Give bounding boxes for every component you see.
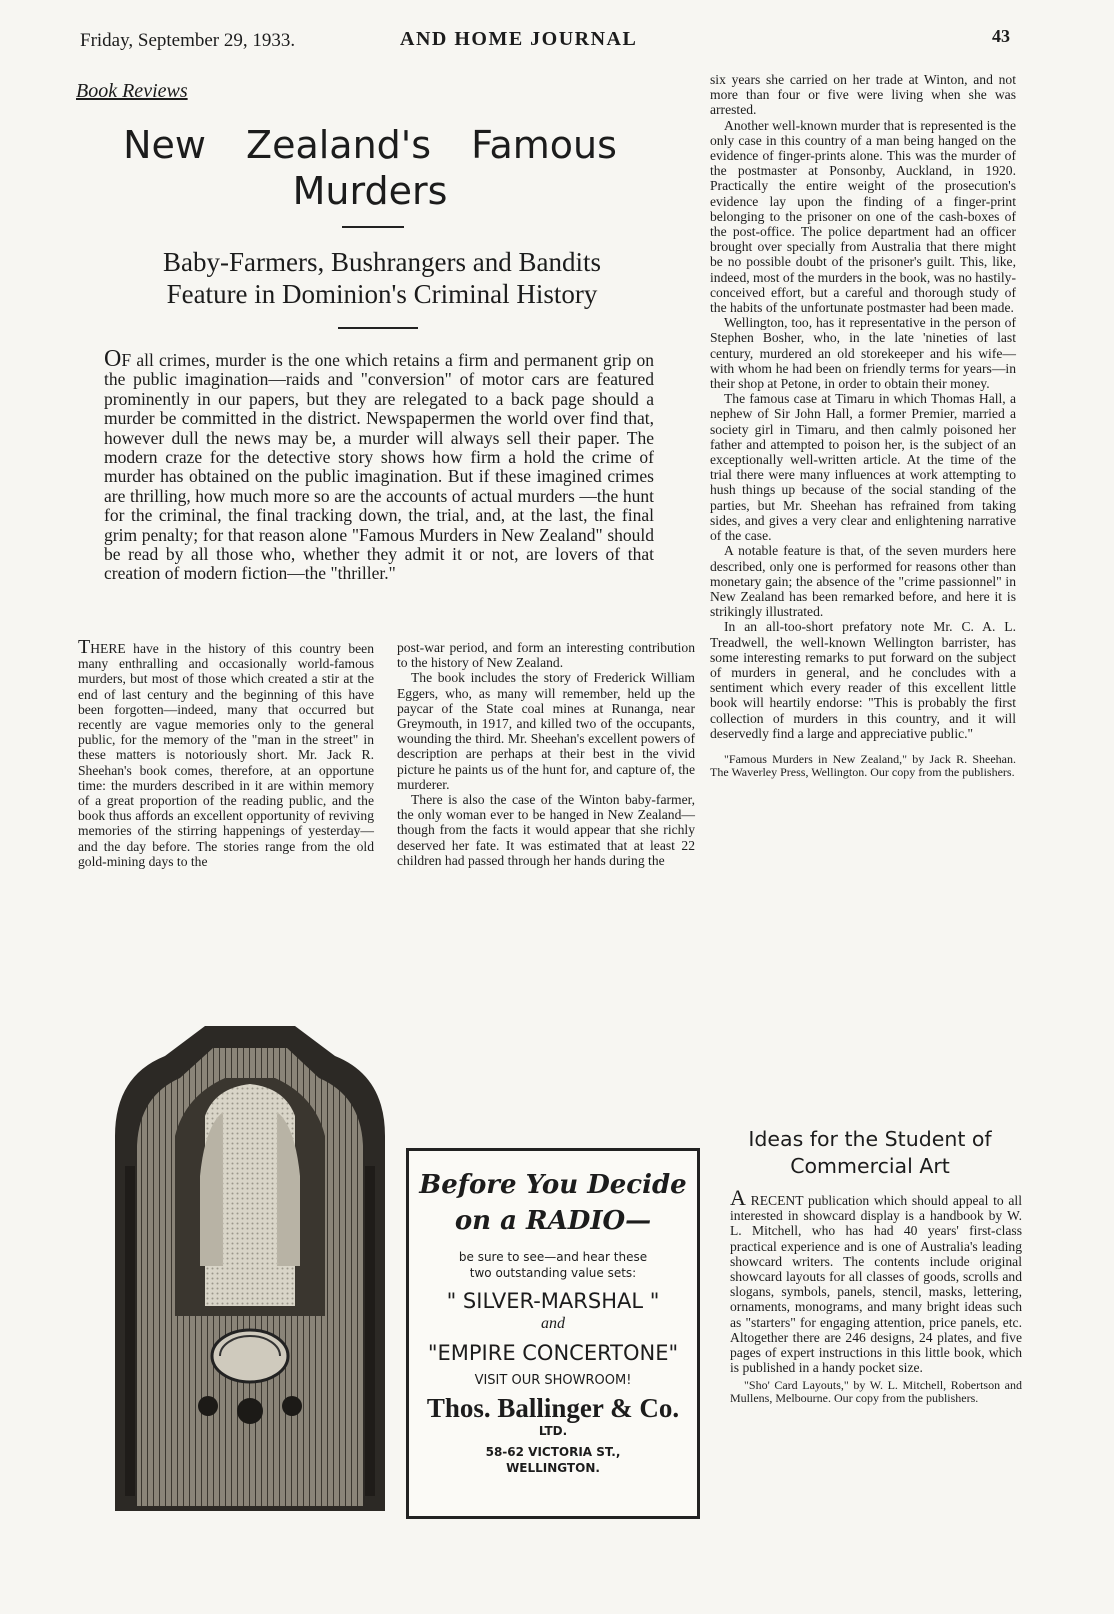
ad-title-line-1: Before You Decide: [419, 1170, 687, 1200]
ad-product-1: " SILVER-MARSHAL ": [446, 1289, 660, 1313]
column1-dropcap: T: [78, 636, 91, 658]
ad-address-line-2: WELLINGTON.: [506, 1461, 600, 1475]
radio-cabinet-drawing: [105, 1016, 395, 1516]
column1-paragraph: THERE have in the history of this country been many enthralling and occasionally world-famous murders, but most of those which created a stir at the end of last century and the beginning of this have been forgotten—indeed, many that occurred but recently are vague memories only to the general public, for the memory of the "man in the street" in these matters is notoriously short. Mr. Jack R. Sheehan's book comes, therefore, at an opportune time: the murders described in it are within memory of a great proportion of the reading public, and the book thus affords an excellent opportunity of reviving memories of the stirring happenings of yesterday—and the day before. The stories range from the old gold-mining days to the: [78, 636, 374, 869]
column2-paragraph: post-war period, and form an interesting contribution to the history of New Zealand.: [397, 640, 695, 671]
article-column-1: [78, 636, 374, 869]
second-article-paragraph: A RECENT publication which should appeal to all interested in showcard display is a handbook by W. L. Mitchell, who has had 40 years' first-class practical experience and is one of Australia's leading showcard writers. The contents include original showcard layouts for all classes of goods, scrolls and slogans, symbols, panels, stencil, masks, lettering, ornaments, monograms, and many bright ideas such as "starters" for engaging attention, price panels, etc. Altogether there are 246 designs, 24 plates, and five pages of expert instructions in this little book, which is published in a handy pocket size.: [730, 1185, 1022, 1376]
column3-paragraph: six years she carried on her trade at Winton, and not more than four or five were living when she was arrested.: [710, 72, 1016, 118]
radio-illustration: [105, 1016, 395, 1521]
ad-lead-line-1: be sure to see—and hear these: [458, 1250, 648, 1264]
section-label: Book Reviews: [76, 80, 188, 102]
intro-dropcap: O: [104, 346, 122, 372]
article-intro: [104, 346, 654, 584]
column2-paragraph: There is also the case of the Winton baby-farmer, the only woman ever to be hanged in New Zealand—though from the facts it would appear that she richly deserved her fate. It was estimated that at least 22 children had passed through her hands during the: [397, 792, 695, 868]
second-article-body: [730, 1185, 1022, 1406]
ad-address-line-1: 58-62 VICTORIA ST.,: [485, 1445, 621, 1459]
column2-paragraph: The book includes the story of Frederick William Eggers, who, as many will remember, held up the paycar of the State coal mines at Runanga, near Greymouth, in 1917, and killed two of the occupants, wounding the third. Mr. Sheehan's excellent powers of description are perhaps at their best in the vivid picture he paints us of the hunt for, and capture of, the murderer.: [397, 670, 695, 792]
ad-firm-name: Thos. Ballinger & Co.: [426, 1393, 680, 1423]
article-column-3: [710, 72, 1016, 779]
ad-and: and: [541, 1315, 565, 1332]
second-article-title: [720, 1126, 1020, 1180]
ad-lead-line-2: two outstanding value sets:: [469, 1266, 637, 1280]
column3-paragraph: Another well-known murder that is represented is the only case in this country of a man being hanged on the evidence of finger-prints alone. This was the murder of the postmaster at Ponsonby, Auckland, in 1920. Practically the entire weight of the prosecution's evidence lay upon the finding of a finger-print belonging to the prisoner on one of the cash-boxes of the post-office. The police department had an officer brought over specially from Australia that there might be no possible doubt of the prisoner's guilt. This, like, indeed, most of the murders in the book, was no hastily-conceived effort, but a careful and thorough study of the habits of the unfortunate postmaster had been made.: [710, 117, 1016, 316]
deck-line-2: Feature in Dominion's Criminal History: [166, 279, 598, 309]
second-title-line-2: Commercial Art: [790, 1154, 950, 1178]
article-deck: [92, 246, 672, 310]
deck-rule: [338, 327, 418, 329]
deck-line-1: Baby-Farmers, Bushrangers and Bandits: [163, 247, 601, 277]
issue-date: Friday, September 29, 1933.: [80, 30, 296, 51]
ad-address: [409, 1444, 697, 1476]
second-title-line-1: Ideas for the Student of: [748, 1127, 992, 1151]
page-number: 43: [992, 26, 1010, 46]
column3-paragraph: In an all-too-short prefatory note Mr. C. A. L. Treadwell, the well-known Wellington barrister, has some interesting remarks to put forward on the subject of murders in general, and he concludes with a sentiment which every reader of this excellent little book will heartily endorse: "This is probably the first collection of murders in this country, and it will deservedly find a large and appreciative public.": [710, 619, 1016, 741]
ad-title-line-2: on a RADIO—: [454, 1206, 652, 1236]
second-article-credit: "Sho' Card Layouts," by W. L. Mitchell, Robertson and Mullens, Melbourne. Our copy from the publishers.: [730, 1378, 1022, 1406]
running-head: [80, 24, 1010, 54]
column3-paragraph: A notable feature is that, of the seven murders here described, only one is performed for reasons other than monetary gain; the absence of the "crime passionnel" in New Zealand has been remarked before, and here it is strikingly illustrated.: [710, 543, 1016, 620]
headline-line-1: New Zealand's Famous: [123, 123, 617, 167]
journal-name: AND HOME JOURNAL: [400, 28, 638, 50]
ad-firm-ltd: LTD.: [538, 1424, 568, 1438]
ad-visit-line: VISIT OUR SHOWROOM!: [474, 1373, 632, 1388]
column3-paragraph: Wellington, too, has it representative in the person of Stephen Bosher, who, in the late 'nineties of last century, murdered an old storekeeper and his wife—with whom he had been on friendly terms for years—in their shop at Petone, in order to obtain their money.: [710, 315, 1016, 392]
ad-product-2: "EMPIRE CONCERTONE": [427, 1341, 679, 1365]
intro-text: F all crimes, murder is the one which retains a firm and permanent grip on the public imagination—raids and "conversion" of motor cars are featured prominently in our papers, but they are relegated to a back page should a murder be committed in the district. Newspapermen the world over find that, however dull the news may be, a murder will always sell their paper. The modern craze for the detective story shows how firm a hold the crime of murder has obtained on the public imagination. But if these imagined crimes are thrilling, how much more so are the accounts of actual murders —the hunt for the criminal, the final tracking down, the trial, and, at the last, the final grim penalty; for that reason alone "Famous Murders in New Zealand" should be read by all those who, whether they admit it or not, are lovers of that creation of modern fiction—the "thriller.": [104, 350, 654, 584]
headline-rule: [342, 226, 404, 228]
ad-headline: [409, 1167, 697, 1239]
column3-paragraph: The famous case at Timaru in which Thomas Hall, a nephew of Sir John Hall, a former Premier, married a society girl in Timaru, and then calmly poisoned her father and attempted to poison her, is the subject of an exceptionally well-written article. At the time of the trial there were many influences at work attempting to hush things up because of the social standing of the parties, but Mr. Sheehan has refrained from taking sides, and gives a very clear and enlightening narrative of the case.: [710, 391, 1016, 544]
radio-advertisement: [406, 1148, 700, 1519]
headline-line-2: Murders: [292, 169, 448, 213]
article-headline: [80, 122, 660, 214]
second-article-dropcap: A: [730, 1185, 746, 1210]
book-credit: "Famous Murders in New Zealand," by Jack R. Sheehan. The Waverley Press, Wellington. Our copy from the publishers.: [710, 751, 1016, 779]
ad-lead: [409, 1249, 697, 1281]
article-column-2: [397, 640, 695, 868]
